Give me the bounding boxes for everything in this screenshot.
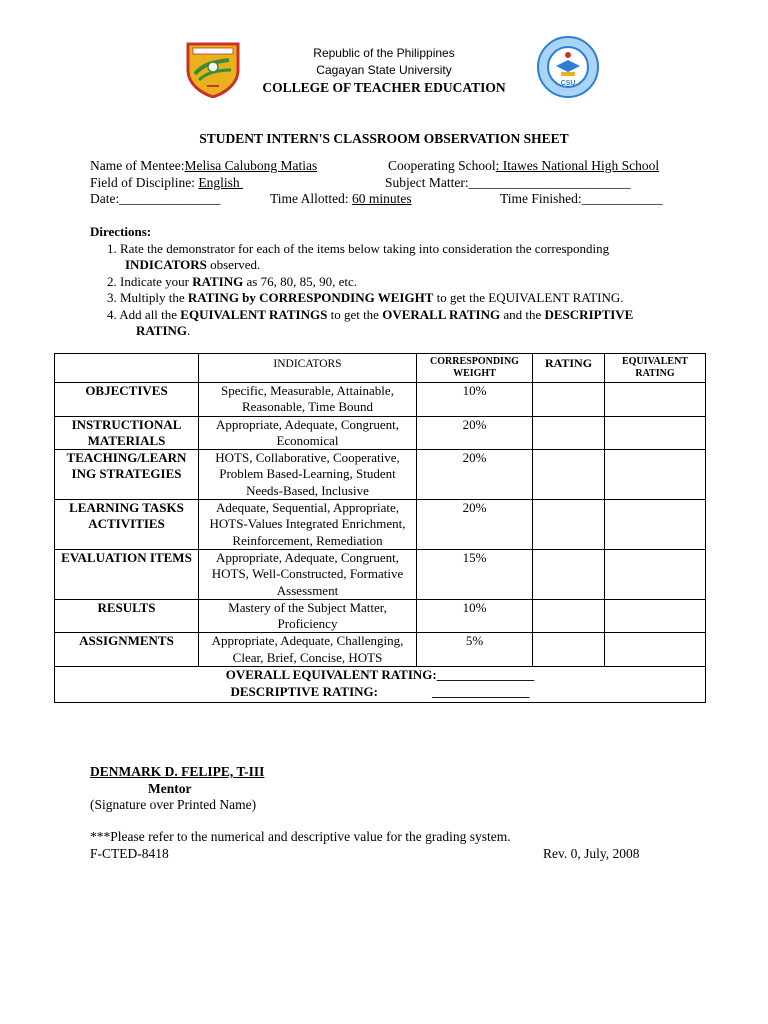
direction-item-2 (90, 274, 633, 291)
table-row (55, 599, 706, 633)
rating-cell[interactable] (533, 416, 605, 450)
direction-1-bold: INDICATORS (125, 257, 207, 272)
header-college: COLLEGE OF TEACHER EDUCATION (262, 80, 506, 95)
direction-4-bold-1: EQUIVALENT RATINGS (180, 306, 328, 322)
discipline-field (90, 175, 243, 191)
overall-rating-line (57, 667, 703, 684)
header-weight: CORRESPONDING WEIGHT (417, 354, 533, 383)
direction-3-text: 3. Multiply the (107, 290, 188, 305)
criterion-cell: EVALUATION ITEMS (55, 549, 199, 599)
mentee-field (90, 158, 317, 174)
weight-cell: 20% (417, 450, 533, 500)
school-value: : Itawes National High School (495, 158, 660, 173)
criterion-cell: ASSIGNMENTS (55, 633, 199, 667)
mentee-value: Melisa Calubong Matias (184, 158, 318, 173)
header-equivalent: EQUIVALENT RATING (605, 354, 706, 383)
mentor-block (90, 764, 264, 814)
time-allotted-label: Time Allotted: (270, 191, 353, 206)
page-title: STUDENT INTERN'S CLASSROOM OBSERVATION SHEET (199, 131, 569, 146)
direction-3-bold: RATING by CORRESPONDING WEIGHT (187, 290, 434, 305)
equivalent-cell[interactable] (605, 599, 706, 633)
direction-4-mid: to get the (327, 306, 383, 322)
indicators-cell: HOTS, Collaborative, Cooperative, Problem Based-Learning, Student Needs-Based, Inclusive (199, 450, 417, 500)
header-criterion-cell (55, 354, 199, 383)
date-label: Date: (90, 191, 120, 206)
direction-2-bold: RATING (192, 273, 244, 289)
rating-cell[interactable] (533, 599, 605, 633)
criterion-cell: INSTRUCTIONAL MATERIALS (55, 416, 199, 450)
equivalent-cell[interactable] (605, 500, 706, 550)
direction-4-text: 4. Add all the (107, 306, 181, 322)
direction-4-mid-2: and the (500, 306, 545, 322)
table-header-row (55, 354, 706, 383)
descriptive-rating-line (57, 684, 703, 703)
time-allotted-field (270, 191, 412, 207)
weight-cell: 15% (417, 549, 533, 599)
indicators-cell: Appropriate, Adequate, Congruent, HOTS, Well-Constructed, Formative Assessment (199, 549, 417, 599)
direction-item-3 (90, 290, 633, 307)
subject-label: Subject Matter: (385, 175, 469, 190)
direction-4-cont-rest: . (187, 323, 191, 338)
rating-cell[interactable] (533, 500, 605, 550)
mentee-label: Name of Mentee: (90, 158, 185, 173)
header-rating: RATING (533, 354, 605, 383)
direction-3-rest: to get the EQUIVALENT RATING. (433, 290, 624, 305)
direction-item-4 (90, 307, 633, 324)
subject-field (385, 175, 631, 191)
date-value: _______________ (119, 191, 221, 206)
time-finished-value: ____________ (581, 191, 663, 206)
equivalent-cell[interactable] (605, 416, 706, 450)
header-republic: Republic of the Philippines (313, 46, 455, 60)
weight-cell: 10% (417, 383, 533, 417)
header-indicators: INDICATORS (199, 354, 417, 383)
descriptive-rating-blank[interactable]: _______________ (431, 683, 530, 699)
table-row (55, 416, 706, 450)
indicators-cell: Appropriate, Adequate, Challenging, Clear, Brief, Concise, HOTS (199, 633, 417, 667)
equivalent-cell[interactable] (605, 633, 706, 667)
table-row (55, 549, 706, 599)
criterion-cell: TEACHING/LEARN ING STRATEGIES (55, 450, 199, 500)
mentor-role: Mentor (148, 780, 192, 796)
criterion-cell: RESULTS (55, 599, 199, 633)
table-row (55, 500, 706, 550)
rating-cell[interactable] (533, 633, 605, 667)
equivalent-cell[interactable] (605, 450, 706, 500)
direction-item-1 (90, 241, 633, 258)
direction-4-bold-2: OVERALL RATING (382, 306, 501, 322)
grading-note: ***Please refer to the numerical and descriptive value for the grading system. (90, 829, 511, 844)
indicators-cell: Mastery of the Subject Matter, Proficiency (199, 599, 417, 633)
revision-label: Rev. 0, July, 2008 (543, 846, 640, 861)
table-footer-row (55, 667, 706, 703)
form-code: F-CTED-8418 (90, 846, 169, 861)
rating-cell[interactable] (533, 549, 605, 599)
time-allotted-value: 60 minutes (352, 191, 412, 206)
observation-table (54, 353, 706, 703)
discipline-value: English (198, 175, 244, 190)
subject-value: ________________________ (468, 175, 631, 190)
directions-title: Directions: (90, 224, 152, 239)
rating-cell[interactable] (533, 383, 605, 417)
table-footer-cell (55, 667, 706, 703)
equivalent-cell[interactable] (605, 549, 706, 599)
time-finished-label: Time Finished: (500, 191, 582, 206)
table-row (55, 450, 706, 500)
direction-2-rest: as 76, 80, 85, 90, etc. (243, 273, 357, 289)
descriptive-rating-label: DESCRIPTIVE RATING: (230, 683, 378, 699)
direction-item-4-cont (90, 323, 633, 340)
college-seal-abbrev: CSU (560, 80, 576, 87)
table-row (55, 633, 706, 667)
rating-cell[interactable] (533, 450, 605, 500)
weight-cell: 10% (417, 599, 533, 633)
weight-cell: 20% (417, 500, 533, 550)
directions (90, 224, 633, 340)
indicators-cell: Adequate, Sequential, Appropriate, HOTS-Values Integrated Enrichment, Reinforcement, Remediation (199, 500, 417, 550)
table-row (55, 383, 706, 417)
time-finished-field (500, 191, 663, 207)
overall-rating-label: OVERALL EQUIVALENT RATING: (225, 667, 437, 683)
indicators-cell: Appropriate, Adequate, Congruent, Economical (199, 416, 417, 450)
weight-cell: 5% (417, 633, 533, 667)
direction-item-1-cont (90, 257, 633, 274)
signature-note: (Signature over Printed Name) (90, 797, 257, 812)
criterion-cell: OBJECTIVES (55, 383, 199, 417)
mentor-name: DENMARK D. FELIPE, T-III (90, 764, 265, 779)
overall-rating-blank[interactable]: _______________ (436, 667, 535, 683)
indicators-cell: Specific, Measurable, Attainable, Reasonable, Time Bound (199, 383, 417, 417)
direction-4-cont-bold: RATING (136, 323, 188, 338)
header-university: Cagayan State University (316, 63, 452, 77)
direction-2-text: 2. Indicate your (107, 273, 193, 289)
criterion-cell: LEARNING TASKS ACTIVITIES (55, 500, 199, 550)
direction-1-rest: observed. (206, 257, 261, 272)
weight-cell: 20% (417, 416, 533, 450)
direction-1-text: 1. Rate the demonstrator for each of the items below taking into consideration the corresponding (107, 240, 610, 256)
discipline-label: Field of Discipline: (90, 175, 199, 190)
school-field (388, 158, 659, 174)
date-field (90, 191, 221, 207)
direction-4-bold-3: DESCRIPTIVE (544, 306, 634, 322)
equivalent-cell[interactable] (605, 383, 706, 417)
school-label: Cooperating School (388, 158, 496, 173)
